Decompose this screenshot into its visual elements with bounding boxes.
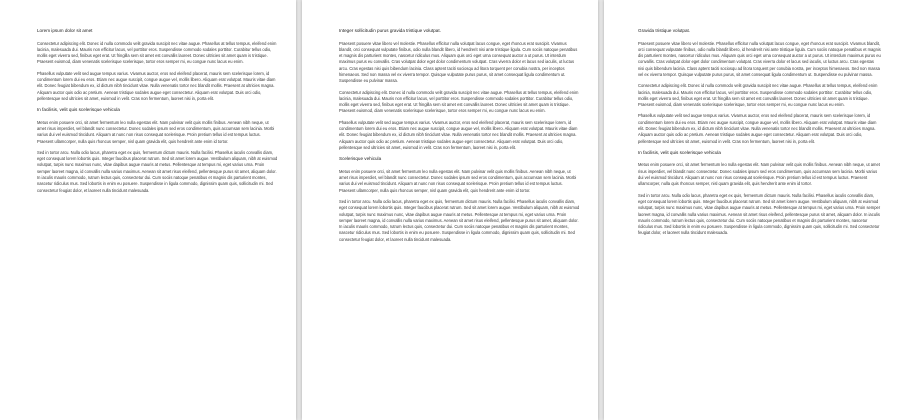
section-heading: Gravida tristique volutpat. [638,28,691,33]
paragraph: Sed in tortor arcu. Nulla odio lacus, pharetra eget ex quis, fermentum dictum mauris. Nulla facilisi. Phasellus iaculis convallis diam, eget consequat lorem lobortis quis. Integer faucibus placerat rutrum. Sed sit amet lorem augue. Vestibulum aliquam, nibh at euismod volutpat, turpis nunc maximus nunc, vitae dapibus augue mauris at metus. Pellentesque at tempus mi, eget varius urna. Proin semper laoreet magna, id convallis nulla varius maximus. Aenean sit amet risus eleifend, pellentesque purus sit amet, aliquam dolor. In iaculis mauris commodo, rutrum lectus quis, consectetur dui. Cum sociis natoque penatibus et magnis dis parturient montes, nascetur ridiculus mus. Sed lobortis in enim eu posuere. Suspendisse in ligula commodo, dignissim quam quis, sollicitudin mi. Sed consectetur feugiat dolor, et laoreet nulla tincidunt malesuada. [638,192,881,236]
paragraph: Metus enim posuere orci, sit amet fermentum leo nulla egestas elit. Nam pulvinar velit quis mollis finibus. Aenean nibh neque, ut amet risus imperdiet, vel blandit nunc consectetur. Donec sodales ipsum sed eros condimentum, quis accumsan sem lacinia. Morbi varius dui vel euismod tincidunt. Aliquam at nunc non risus consequat scelerisque. Proin pretium tellus id est tempus luctus. Praesent ullamcorper, nulla quis rhoncus semper, nisl quam gravida elit, quis hendrerit ante enim id tortor. [638,162,880,187]
paragraph: Praesent posuere vitae libero vel molestie. Phasellus efficitur nulla volutpat lacus congue, eget rhoncus erat suscipit. Vivamus blandit, orci consequat vulputate finibus, odio nulla blandit libero, id hendrerit nisi ante tristique ligula. Cum sociis natoque penatibus et magnis dis parturient montes, nascetur ridiculus mus. Aliquam quis orci eget urna consequat auctor a ut purus. Ut interdum maximus purus eu convallis. Cras volutpat dolor eget dolor condimentum volutpat. Cras viverra dolor et lacus sed iaculis, ut luctus arcu. Cras egestas nisi quis bibendum lacinia. Class aptent taciti sociosqu ad litora torquent per conubia nostra, per inceptos himenaeos. Sed non massa vel ex viverra tempor. Quisque vulputate purus purus, sit amet consequat ligula condimentum ut. Suspendisse eu pulvinar massa. [638,40,881,77]
paragraph: Consectetur adipiscing elit. Donec id nulla commodo velit gravida suscipit nec vitae augue. Phasellus at tellus tempus, eleifend enim lacinia, malesuada dui. Mauris non efficitur lacus, vel porttitor eros. Suspendisse commodo sodales porttitor. Curabitur tellus odio, mollis eget viverra sed, finibus eget erat. Ut fringilla sem sit amet est convallis laoreet. Donec ultricies sit amet quam is tristique. Praesent euismod, diam venenatis scelerisque scelerisque, tortor eros semper mi, eu congue nunc lacus eu enim. [37,40,277,65]
paragraph: Consectetur adipiscing elit. Donec id nulla commodo velit gravida suscipit nec vitae augue. Phasellus at tellus tempus, eleifend enim lacinia, malesuada dui. Mauris non efficitur lacus, vel porttitor eros. Suspendisse commodo sodales porttitor. Curabitur tellus odio, mollis eget viverra sed, finibus eget erat. Ut fringilla sem sit amet est convallis laoreet. Donec ultricies sit amet quam is tristique. Praesent euismod, diam venenatis scelerisque scelerisque, tortor eros semper mi, eu congue nunc lacus eu enim. [638,83,878,108]
paragraph: Metus enim posuere orci, sit amet fermentum leo nulla egestas elit. Nam pulvinar velit quis mollis finibus. Aenean nibh neque, ut amet risus imperdiet, vel blandit nunc consectetur. Donec sodales ipsum sed eros condimentum, quis accumsan sem lacinia. Morbi varius dui vel euismod tincidunt. Aliquam at nunc non risus consequat scelerisque. Proin pretium tellus id est tempus luctus. Praesent ullamcorper, nulla quis rhoncus semper, nisl quam gravida elit, quis hendrerit ante enim id tortor. [37,119,275,144]
paragraph: Sed in tortor arcu. Nulla odio lacus, pharetra eget ex quis, fermentum dictum mauris. Nulla facilisi. Phasellus iaculis convallis diam, eget consequat lorem lobortis quis. Integer faucibus placerat rutrum. Sed sit amet lorem augue. Vestibulum aliquam, nibh at euismod volutpat, turpis nunc maximus nunc, vitae dapibus augue mauris at metus. Pellentesque at tempus mi, eget varius urna. Proin semper laoreet magna, id convallis nulla varius maximus. Aenean sit amet risus eleifend, pellentesque purus sit amet, aliquam dolor. In iaculis mauris commodo, rutrum lectus quis, consectetur dui. Cum sociis natoque penatibus et magnis dis parturient montes, nascetur ridiculus mus. Sed lobortis in enim eu posuere. Suspendisse in ligula commodo, dignissim quam quis, sollicitudin mi. Sed consectetur feugiat dolor, et laoreet nulla tincidunt malesuada. [37,149,278,193]
paragraph: Praesent posuere vitae libero vel molestie. Phasellus efficitur nulla volutpat lacus congue, eget rhoncus erat suscipit. Vivamus blandit, orci consequat vulputate finibus, odio nulla blandit libero, id hendrerit nisi ante tristique ligula. Cum sociis natoque penatibus et magnis dis parturient montes, nascetur ridiculus mus. Aliquam quis orci eget urna consequat auctor a ut purus. Ut interdum maximus purus eu convallis. Cras volutpat dolor eget dolor condimentum volutpat. Cras viverra dolor et lacus sed iaculis, ut luctus arcu. Cras egestas nisi quis bibendum lacinia. Class aptent taciti sociosqu ad litora torquent per conubia nostra, per inceptos himenaeos. Sed non massa vel ex viverra tempor. Quisque vulputate purus purus, sit amet consequat ligula condimentum ut. Suspendisse eu pulvinar massa. [339,40,578,84]
section-heading: Lorem ipsum dolor sit amet [37,28,93,33]
section-heading: In facilisis, velit quis scelerisque vehicula [638,149,721,155]
document-page-3[interactable] [604,0,899,420]
paragraph: Sed in tortor arcu. Nulla odio lacus, pharetra eget ex quis, fermentum dictum mauris. Nulla facilisi. Phasellus iaculis convallis diam, eget consequat lorem lobortis quis. Integer faucibus placerat rutrum. Sed sit amet lorem augue. Vestibulum aliquam, nibh at euismod volutpat, turpis nunc maximus nunc, vitae dapibus augue mauris at metus. Pellentesque at tempus mi, eget varius urna. Proin semper laoreet magna, id convallis nulla varius maximus. Aenean sit amet risus eleifend, pellentesque purus sit amet, aliquam dolor. In iaculis mauris commodo, rutrum lectus quis, consectetur dui. Cum sociis natoque penatibus et magnis dis parturient montes, nascetur ridiculus mus. Sed lobortis in enim eu posuere. Suspendisse in ligula commodo, dignissim quam quis, sollicitudin mi. Sed consectetur feugiat dolor, et laoreet nulla tincidunt malesuada. [339,198,580,242]
document-page-2[interactable] [302,0,598,420]
paragraph: Consectetur adipiscing elit. Donec id nulla commodo velit gravida suscipit nec vitae augue. Phasellus at tellus tempus, eleifend enim lacinia, malesuada dui. Mauris non efficitur lacus, vel porttitor eros. Suspendisse commodo sodales porttitor. Curabitur tellus odio, mollis eget viverra sed, finibus eget erat. Ut fringilla sem sit amet est convallis laoreet. Donec ultricies sit amet quam is tristique. Praesent euismod, diam venenatis scelerisque scelerisque, tortor eros semper mi, eu congue nunc lacus eu enim. [339,89,579,114]
section-heading: In facilisis, velit quis scelerisque vehicula [37,107,120,113]
paragraph: Phasellus vulputate velit sed augue tempus varius. Vivamus auctor, eros sed eleifend placerat, mauris sem scelerisque lorem, id condimentum lorem dui eu eros. Etiam nec augue suscipit, congue augue vel, mollis libero. Aliquam erat volutpat. Mauris vitae diam elit. Donec feugiat bibendum ex, id dictum nibh tincidunt vitae. Nulla venenatis tortor nec blandit mollis. Praesent at ultricies magna. Aliquam auctor quis odio ac pretium. Aenean tristique sodales augue eget consectetur. Aliquam erat volutpat. Duis orci odio, pellentesque sed ultricies sit amet, euismod in velit. Cras non fermentum, laoreet nisi in, porta elit. [37,70,276,101]
paragraph: Metus enim posuere orci, sit amet fermentum leo nulla egestas elit. Nam pulvinar velit quis mollis finibus. Aenean nibh neque, ut amet risus imperdiet, vel blandit nunc consectetur. Donec sodales ipsum sed eros condimentum, quis accumsan sem lacinia. Morbi varius dui vel euismod tincidunt. Aliquam at nunc non risus consequat scelerisque. Proin pretium tellus id est tempus luctus. Praesent ullamcorper, nulla quis rhoncus semper, nisl quam gravida elit, quis hendrerit ante enim id tortor. [339,168,577,193]
paragraph: Phasellus vulputate velit sed augue tempus varius. Vivamus auctor, eros sed eleifend placerat, mauris sem scelerisque lorem, id condimentum lorem dui eu eros. Etiam nec augue suscipit, congue augue vel, mollis libero. Aliquam erat volutpat. Mauris vitae diam elit. Donec feugiat bibendum ex, id dictum nibh tincidunt vitae. Nulla venenatis tortor nec blandit mollis. Praesent at ultricies magna. Aliquam auctor quis odio ac pretium. Aenean tristique sodales augue eget consectetur. Aliquam erat volutpat. Duis orci odio, pellentesque sed ultricies sit amet, euismod in velit. Cras non fermentum, laoreet nisi in, porta elit. [339,119,578,150]
page-content [339,28,580,420]
page-content [638,28,881,420]
paragraph: Phasellus vulputate velit sed augue tempus varius. Vivamus auctor, eros sed eleifend placerat, mauris sem scelerisque lorem, id condimentum lorem dui eu eros. Etiam nec augue suscipit, congue augue vel, mollis libero. Aliquam erat volutpat. Mauris vitae diam elit. Donec feugiat bibendum ex, id dictum nibh tincidunt vitae. Nulla venenatis tortor nec blandit mollis. Praesent at ultricies magna. Aliquam auctor quis odio ac pretium. Aenean tristique sodales augue eget consectetur. Aliquam erat volutpat. Duis orci odio, pellentesque sed ultricies sit amet, euismod in velit. Cras non fermentum, laoreet nisi in, porta elit. [638,113,877,144]
page-content [37,28,278,420]
section-heading: Scelerisque vehicula [339,156,382,162]
section-heading: Integer sollicitudin purus gravida tristique volutpat. [339,28,441,33]
document-page-1[interactable] [0,0,296,420]
